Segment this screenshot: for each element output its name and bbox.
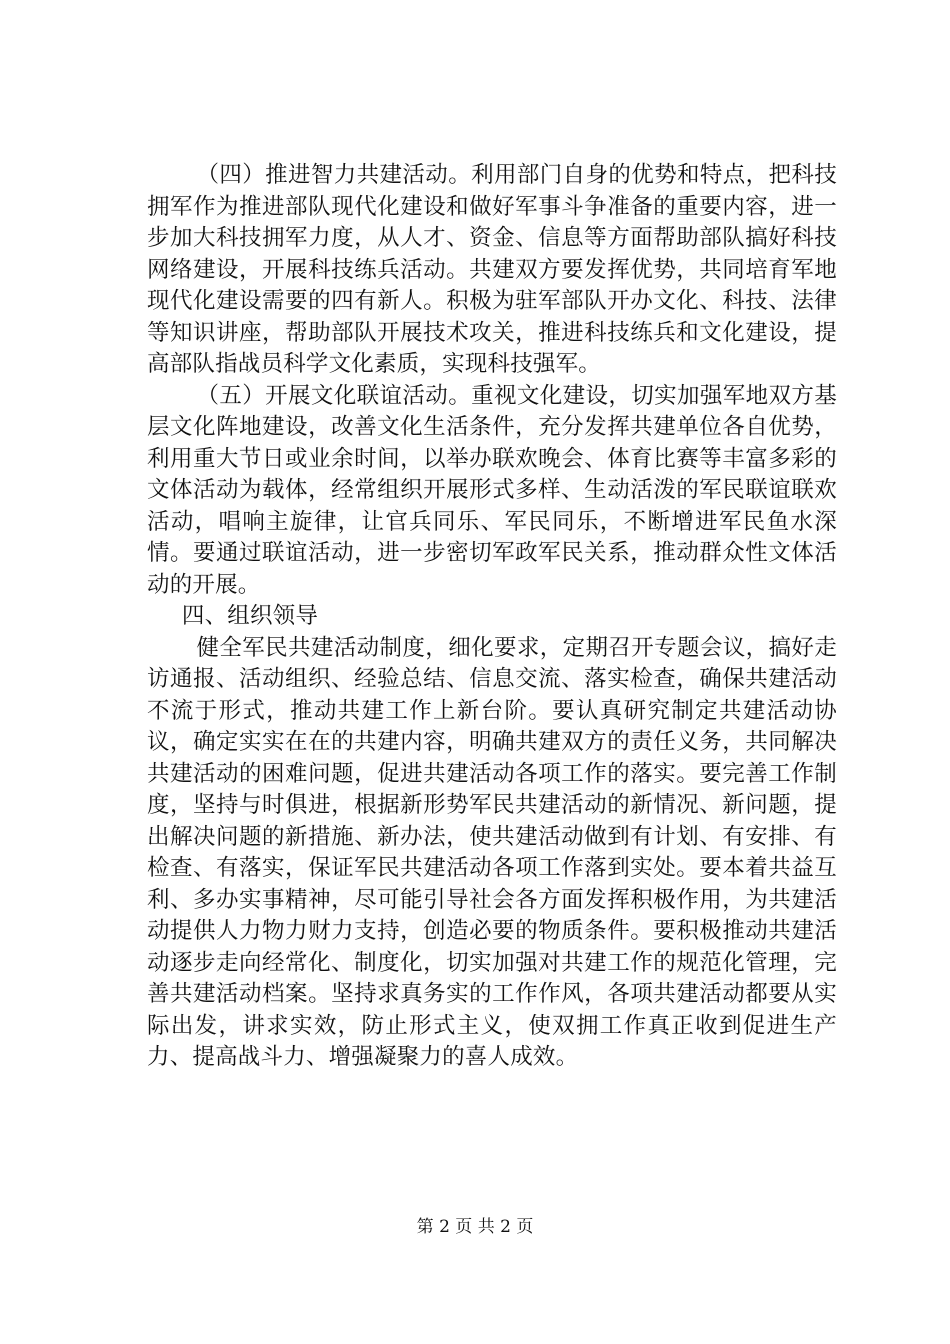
section-heading-organization: 四、组织领导 — [181, 603, 319, 629]
paragraph-organization-leadership: 健全军民共建活动制度，细化要求，定期召开专题会议，搞好走访通报、活动组织、经验总结、信息交流、落实检查，确保共建活动不流于形式，推动共建工作上新台阶。要认真研究制定共建活动协议，确定实实在在的共建内容，明确共建双方的责任义务，共同解决共建活动的困难问题，促进共建活动各项工作的落实。要完善工作制度，坚持与时俱进，根据新形势军民共建活动的新情况、新问题，提出解决问题的新措施、新办法，使共建活动做到有计划、有安排、有检查、有落实，保证军民共建活动各项工作落到实处。要本着共益互利、多办实事精神，尽可能引导社会各方面发挥积极作用，为共建活动提供人力物力财力支持，创造必要的物质条件。要积极推动共建活动逐步走向经常化、制度化，切实加强对共建工作的规范化管理，完善共建活动档案。坚持求真务实的工作作风，各项共建活动都要从实际出发，讲求实效，防止形式主义，使双拥工作真正收到促进生产力、提高战斗力、增强凝聚力的喜人成效。 — [147, 634, 837, 1070]
paragraph-cultural-fellowship: （五）开展文化联谊活动。重视文化建设，切实加强军地双方基层文化阵地建设，改善文化生活条件，充分发挥共建单位各自优势，利用重大节日或业余时间，以举办联欢晚会、体育比赛等丰富多彩的文体活动为载体，经常组织开展形式多样、生动活泼的军民联谊联欢活动，唱响主旋律，让官兵同乐、军民同乐，不断增进军民鱼水深情。要通过联谊活动，进一步密切军政军民关系，推动群众性文体活动的开展。 — [147, 382, 837, 598]
page-number-footer: 第 2 页 共 2 页 — [416, 1217, 534, 1237]
paragraph-intellectual-cobuilding: （四）推进智力共建活动。利用部门自身的优势和特点，把科技拥军作为推进部队现代化建设和做好军事斗争准备的重要内容，进一步加大科技拥军力度，从人才、资金、信息等方面帮助部队搞好科技网络建设，开展科技练兵活动。共建双方要发挥优势，共同培育军地现代化建设需要的四有新人。积极为驻军部队开办文化、科技、法律等知识讲座，帮助部队开展技术攻关，推进科技练兵和文化建设，提高部队指战员科学文化素质，实现科技强军。 — [147, 162, 837, 377]
document-body — [147, 160, 837, 1074]
